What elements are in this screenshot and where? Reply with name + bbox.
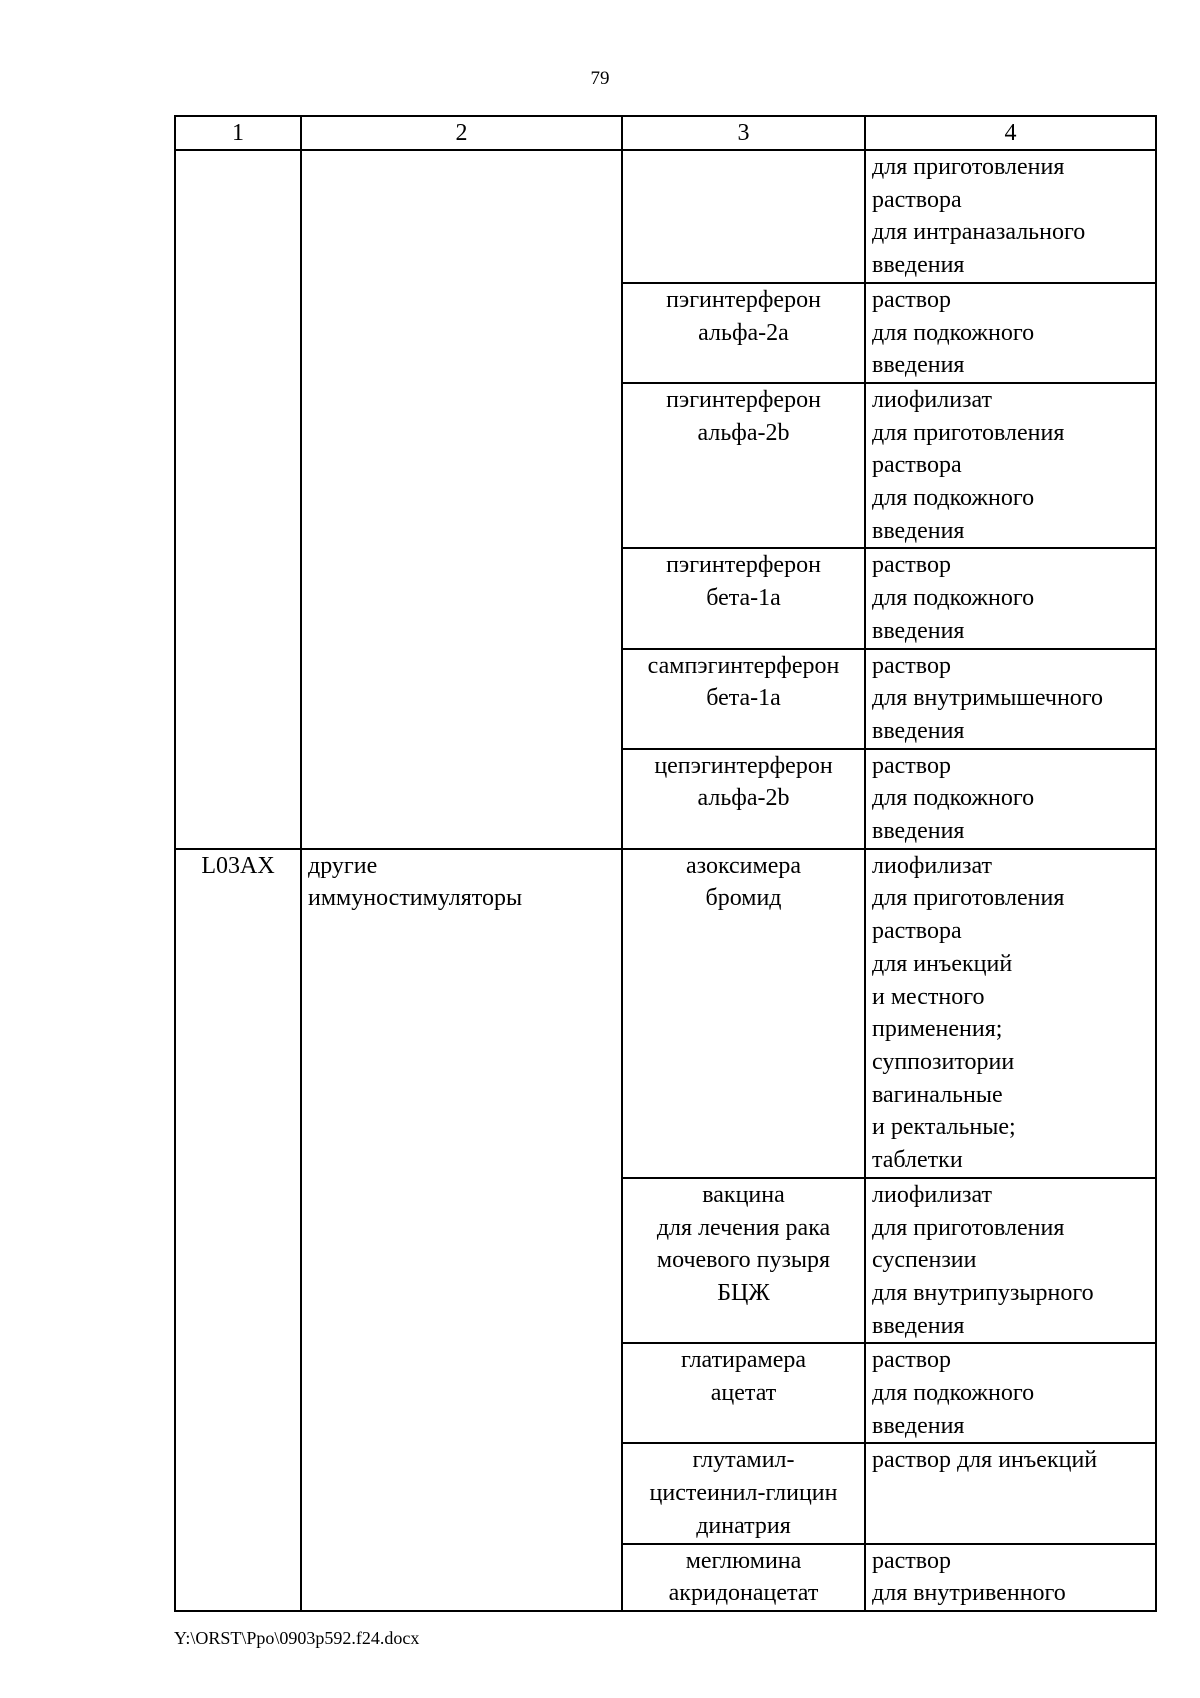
column-header-4: 4 [865, 116, 1156, 150]
dosage-form-cell [865, 1343, 1156, 1443]
drug-name-cell [622, 649, 865, 749]
dosage-form-cell [865, 1178, 1156, 1344]
atc-code-cell [175, 150, 301, 849]
cell-line: альфа-2b [697, 785, 790, 812]
drug-name-cell [622, 749, 865, 849]
cell-line: для подкожного [872, 785, 1035, 812]
cell-line: введения [872, 352, 965, 379]
dosage-form-cell [865, 849, 1156, 1178]
cell-line: для внутримышечного [872, 685, 1104, 712]
cell-line: таблетки [872, 1147, 963, 1174]
cell-line: раствор [872, 652, 951, 679]
cell-line: БЦЖ [717, 1279, 770, 1306]
table-body [175, 150, 1156, 1611]
dosage-form-cell [865, 1443, 1156, 1543]
cell-line: бета-1а [706, 685, 781, 712]
column-number-row [175, 116, 1156, 150]
cell-line: для приготовления [872, 1214, 1065, 1241]
cell-line: суспензии [872, 1247, 977, 1274]
dosage-form-cell [865, 548, 1156, 648]
dosage-form-cell [865, 1544, 1156, 1611]
group-name-cell [301, 150, 622, 849]
cell-line: глутамил- [692, 1447, 795, 1474]
drug-name-cell [622, 849, 865, 1178]
cell-line: для приготовления [872, 154, 1065, 180]
cell-line: введения [872, 617, 965, 644]
cell-line: пэгинтерферон [666, 386, 821, 413]
cell-line: и местного [872, 983, 985, 1010]
cell-line: альфа-2а [698, 319, 789, 346]
cell-line: глатирамера [680, 1347, 807, 1374]
cell-line: для приготовления [872, 419, 1065, 446]
cell-line: лиофилизат [872, 386, 993, 413]
cell-line: цепэгинтерферон [654, 752, 833, 779]
cell-line: акридонацетат [668, 1580, 819, 1607]
cell-line: для интраназального [872, 219, 1086, 246]
cell-line: иммуностимуляторы [308, 885, 523, 912]
cell-line: мочевого пузыря [656, 1247, 831, 1274]
cell-line: другие [308, 852, 378, 879]
drug-name-cell [622, 1343, 865, 1443]
drug-table [174, 115, 1157, 1612]
cell-line: для внутрипузырного [872, 1279, 1094, 1306]
dosage-form-cell [865, 150, 1156, 283]
cell-line: введения [872, 717, 965, 744]
cell-line: для внутривенного [872, 1580, 1066, 1607]
dosage-form-cell [865, 649, 1156, 749]
cell-line: раствор [872, 752, 951, 779]
cell-line: раствора [872, 186, 962, 213]
cell-line: азоксимера [685, 852, 802, 879]
cell-line: для подкожного [872, 1380, 1035, 1407]
cell-line: суппозитории [872, 1048, 1015, 1075]
cell-line: раствор для инъекций [872, 1447, 1098, 1474]
cell-line: применения; [872, 1016, 1003, 1043]
page-number: 79 [590, 68, 610, 89]
column-header-1: 1 [175, 116, 301, 150]
dosage-form-cell [865, 749, 1156, 849]
drug-name-cell [622, 1544, 865, 1611]
atc-code-cell: L03AX [175, 849, 301, 1611]
cell-line: для подкожного [872, 485, 1035, 512]
cell-line: для подкожного [872, 585, 1035, 612]
cell-line: сампэгинтерферон [647, 652, 840, 679]
cell-line: цистеинил-глицин [649, 1480, 838, 1507]
table-row [175, 150, 1156, 283]
cell-line: раствор [872, 1347, 951, 1374]
cell-line: введения [872, 818, 965, 845]
cell-line: введения [872, 252, 965, 279]
cell-line: введения [872, 1412, 965, 1439]
cell-line: для лечения рака [656, 1214, 831, 1241]
cell-line: вагинальные [872, 1081, 1003, 1108]
file-path-footer: Y:\ORST\Ppo\0903p592.f24.docx [174, 1628, 420, 1648]
cell-line: для приготовления [872, 885, 1065, 912]
cell-line: пэгинтерферон [666, 552, 821, 579]
cell-line: раствор [872, 552, 951, 579]
drug-name-cell [622, 383, 865, 549]
dosage-form-cell [865, 283, 1156, 383]
cell-line: введения [872, 1312, 965, 1339]
table-row [175, 849, 1156, 1178]
drug-name-cell [622, 150, 865, 283]
cell-line: и ректальные; [872, 1114, 1016, 1141]
cell-line: пэгинтерферон [666, 286, 821, 313]
drug-name-cell [622, 283, 865, 383]
cell-line: бета-1а [706, 585, 781, 612]
dosage-form-cell [865, 383, 1156, 549]
cell-line: бромид [705, 885, 782, 912]
column-header-3: 3 [622, 116, 865, 150]
cell-line: для подкожного [872, 319, 1035, 346]
cell-line: вакцина [702, 1181, 785, 1208]
cell-line: меглюмина [685, 1547, 802, 1574]
cell-line: раствора [872, 918, 962, 945]
cell-line: альфа-2b [697, 419, 790, 446]
drug-name-cell [622, 548, 865, 648]
cell-line: раствор [872, 286, 951, 313]
cell-line: раствор [872, 1547, 951, 1574]
cell-line: ацетат [710, 1380, 777, 1407]
cell-line: для инъекций [872, 950, 1013, 977]
cell-line: раствора [872, 452, 962, 479]
cell-line: динатрия [696, 1512, 791, 1539]
cell-line: лиофилизат [872, 1181, 993, 1208]
table-header [175, 116, 1156, 150]
drug-name-cell [622, 1443, 865, 1543]
cell-line: введения [872, 517, 965, 544]
cell-line: лиофилизат [872, 852, 993, 879]
group-name-cell [301, 849, 622, 1611]
column-header-2: 2 [301, 116, 622, 150]
drug-name-cell [622, 1178, 865, 1344]
